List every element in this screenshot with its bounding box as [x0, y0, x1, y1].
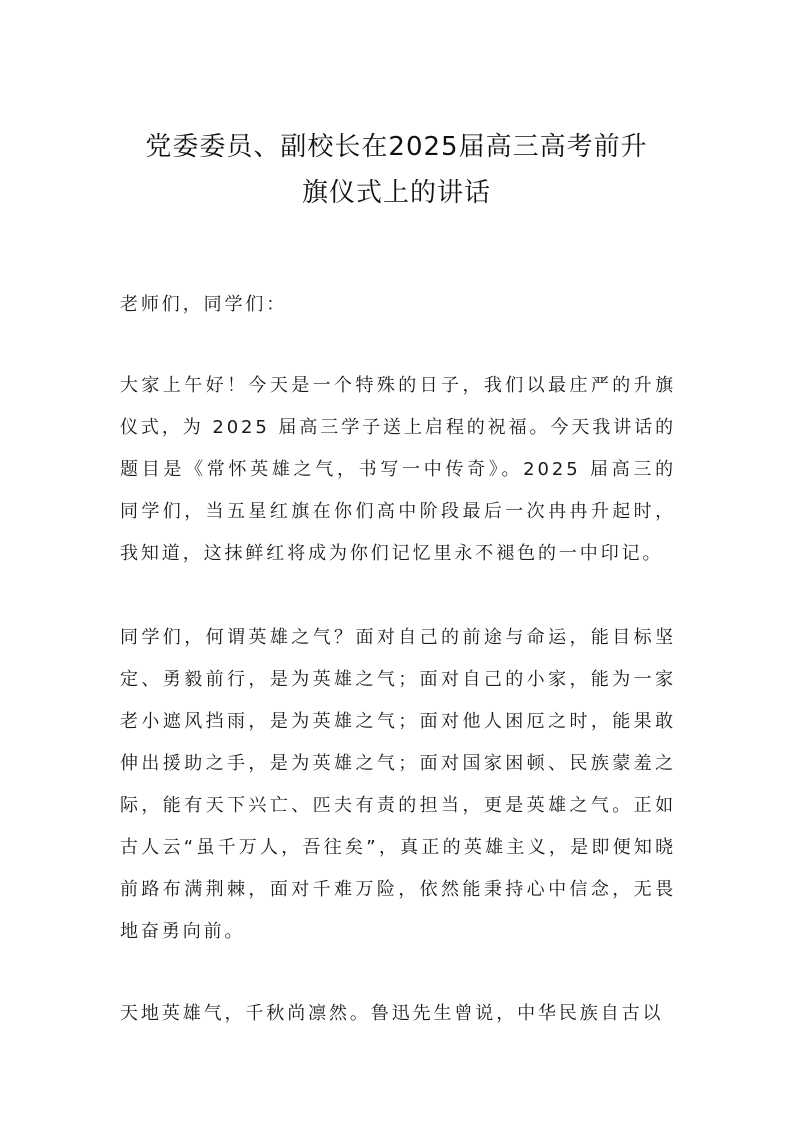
salutation: 老师们，同学们： [120, 294, 288, 315]
title-line-2: 旗仪式上的讲话 [301, 178, 491, 208]
paragraph-2: 同学们，何谓英雄之气？面对自己的前途与命运，能目标坚定、勇毅前行，是为英雄之气；面对自己的小家，能为一家老小遮风挡雨，是为英雄之气；面对他人困厄之时，能果敢伸出援助之手，是为英雄之气；面对国家困顿、民族蒙羞之际，能有天下兴亡、匹夫有责的担当，更是英雄之气。正如古人云“虽千万人，吾往矣”，真正的英雄主义，是即便知晓前路布满荆棘，面对千难万险，依然能秉持心中信念，无畏地奋勇向前。 [120, 627, 676, 942]
paragraph-3: 天地英雄气，千秋尚凛然。鲁迅先生曾说，中华民族自古以 [120, 1003, 664, 1024]
title-line-1: 党委委员、副校长在2025届高三高考前升 [145, 132, 648, 162]
paragraph-1: 大家上午好！今天是一个特殊的日子，我们以最庄严的升旗仪式，为 2025 届高三学子送上启程的祝福。今天我讲话的题目是《常怀英雄之气，书写一中传奇》。2025 届高三的同学们，当五星红旗在你们高中阶段最后一次冉冉升起时，我知道，这抹鲜红将成为你们记忆里永不褪色的一中印记。 [120, 375, 676, 564]
document-title [100, 124, 693, 216]
